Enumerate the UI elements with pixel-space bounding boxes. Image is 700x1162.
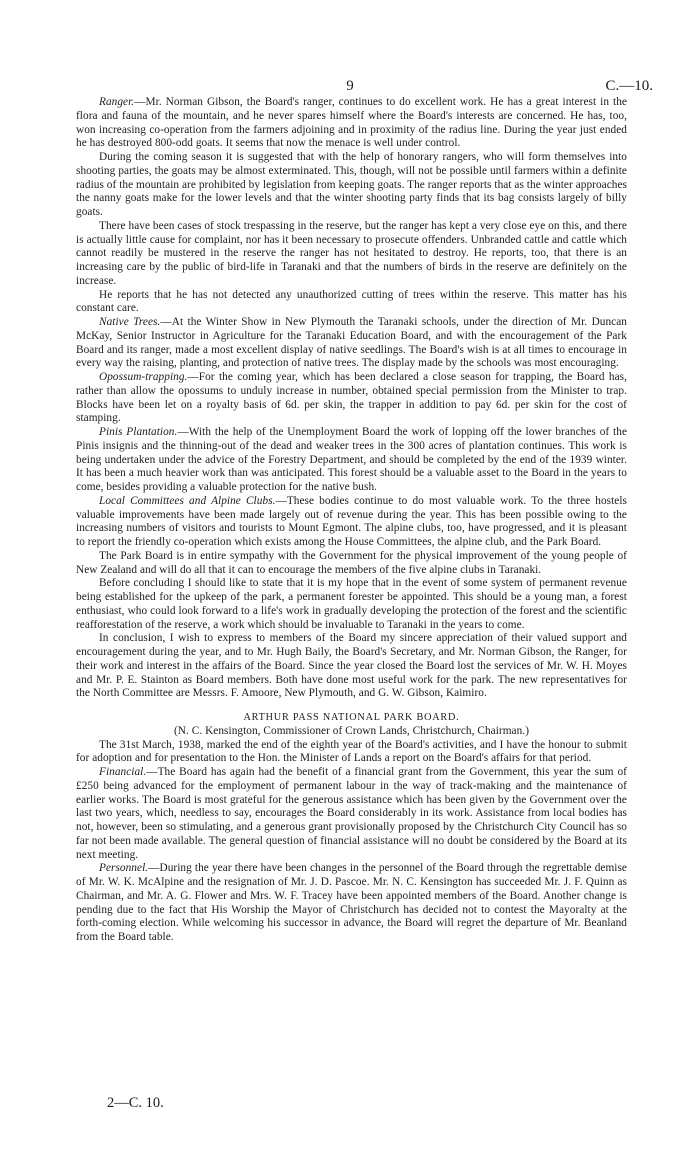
paragraph-text: —At the Winter Show in New Plymouth the Taranaki schools, under the direction of Mr. Duncan McKay, Senior Instructor in Agriculture for the Taranaki Education Board, and with the encouragement of the Park Board and its ranger, made a most excellent display of native seedlings. The Board's wish is at all times to encourage in every way the raising, planting, and protection of native trees. The display made by the schools was most encouraging.	[76, 316, 627, 370]
paragraph-text: —Mr. Norman Gibson, the Board's ranger, continues to do excellent work. He has a great interest in the flora and fauna of the mountain, and he never spares himself where the Board's interests are concerned. He has, too, won increasing co-operation from the farmers adjoining and in proximity of the radius line. During the year just ended he has destroyed 800-odd goats. It seems that now the menace is well under control.	[76, 96, 627, 150]
paragraph	[76, 495, 627, 550]
section-title: ARTHUR PASS NATIONAL PARK BOARD.	[243, 712, 460, 723]
paragraph	[76, 289, 627, 317]
paragraph	[76, 426, 627, 495]
paragraph-text: During the coming season it is suggested that with the help of honorary rangers, who will form themselves into shooting parties, the goats may be almost exterminated. This, though, will not be possible until farmers within a definite radius of the mountain are prohibited by legislation from keeping goats. The ranger reports that as the winter approaches the nanny goats make for the lower levels and that the winter shooting party finds that its bag consists largely of billy goats.	[76, 151, 627, 218]
paragraph-text: —During the year there have been changes in the personnel of the Board through the regrettable demise of Mr. W. K. McAlpine and the resignation of Mr. J. D. Pascoe. Mr. N. C. Kensington has succeeded Mr. J. F. Quinn as Chairman, and Mr. A. G. Flower and Mrs. W. F. Tracey have been appointed members of the Board. Another change is pending due to the fact that His Worship the Mayor of Christchurch has decided not to contest the Mayoralty at the forth-coming election. While welcoming his successor in advance, the Board will regret the departure of Mr. Beanland from the Board table.	[76, 862, 627, 943]
paragraph	[76, 766, 627, 862]
paragraph-text: —These bodies continue to do most valuable work. To the three hostels valuable improvements have been made largely out of revenue during the year. This has been possible owing to the increasing numbers of visitors and tourists to Mount Egmont. The alpine clubs, too, have progressed, and it is pleasant to report the friendly co-operation which exists among the House Committees, the alpine club, and the Park Board.	[76, 494, 627, 548]
section-subtitle: (N. C. Kensington, Commissioner of Crown Lands, Christchurch, Chairman.)	[173, 724, 530, 737]
paragraph	[76, 739, 627, 767]
paragraph-text: In conclusion, I wish to express to members of the Board my sincere appreciation of their valued support and encouragement during the year, and to Mr. Hugh Baily, the Board's Secretary, and Mr. Norman Gibson, the Ranger, for their work and interest in the affairs of the Board. Since the year closed the Board lost the services of Mr. W. H. Moyes and Mr. P. E. Stainton as Board members. Both have done most useful work for the park. The new representatives for the North Committee are Messrs. F. Amoore, New Plymouth, and G. W. Gibson, Kaimiro.	[76, 632, 627, 700]
paragraph	[76, 151, 627, 220]
paragraph-lead: Personnel.	[99, 862, 149, 875]
paragraph-lead: Pinis Plantation.	[99, 426, 178, 438]
paragraph-text: The Park Board is in entire sympathy with the Government for the physical improvement of the young people of New Zealand and will do all that it can to encourage the members of the five alpine clubs in Taranaki.	[76, 549, 627, 576]
paragraph-lead: Opossum-trapping.	[99, 371, 188, 383]
signature-mark: 2—C. 10.	[107, 1095, 164, 1111]
paragraph-text: Before concluding I should like to state that it is my hope that in the event of some system of permanent revenue being established for the upkeep of the park, a permanent forester be appointed. This should be a young man, a forest enthusiast, who could look forward to a life's work in gradually developing the protection of the forest and the scientific reafforestation of the reserve, a work which should be invaluable to Taranaki in the years to come.	[76, 577, 627, 631]
paragraph-lead: Local Committees and Alpine Clubs.	[99, 494, 276, 507]
paragraph	[76, 632, 627, 701]
paragraph	[76, 862, 627, 945]
paragraph	[76, 220, 627, 289]
paragraph-text: The 31st March, 1938, marked the end of the eighth year of the Board's activities, and I have the honour to submit for adoption and for presentation to the Hon. the Minister of Lands a report on the Board's affairs for that period.	[76, 738, 627, 765]
paragraph-text: —For the coming year, which has been declared a close season for trapping, the Board has, rather than allow the opossums to unduly increase in number, obtained special permission from the Minister to trap. Blocks have been let on a royalty basis of 6d. per skin, the trapper in addition to pay 6d. per skin for the cost of stamping.	[76, 371, 627, 425]
paragraph-text: —The Board has again had the benefit of a financial grant from the Government, this year the sum of £250 being advanced for the employment of permanent labour in the way of track-making and the maintenance of earlier works. The Board is most grateful for the generous assistance which has been given by the Government over the last two years, which, needless to say, encourages the Board considerably in its work. Assistance from local bodies has not, however, been so stimulating, and a generous grant provisionally proposed by the Christchurch City Council has so far not been made available. The general question of financial assistance will no doubt be considered by the Board at its next meeting.	[76, 766, 627, 861]
page-body	[76, 96, 627, 945]
paragraph-text: He reports that he has not detected any unauthorized cutting of trees within the reserve. This matter has his constant care.	[76, 288, 627, 315]
paragraph-text: —With the help of the Unemployment Board the work of lopping off the lower branches of the Pinis insignis and the thinning-out of the dead and weaker trees in the 300 acres of plantation continues. This work is being undertaken under the advice of the Forestry Department, and should be completed by the end of the 1939 winter. It has been a much heavier work than was anticipated. This forest should be a valuable asset to the Board in the years to come, besides providing a valuable protection for the native bush.	[76, 426, 628, 493]
paragraph	[76, 371, 627, 426]
page-number: 9	[346, 78, 354, 94]
paragraph-lead: Native Trees.	[99, 316, 161, 328]
document-reference: C.—10.	[605, 78, 653, 94]
paragraph	[76, 96, 627, 151]
paragraph	[76, 316, 627, 371]
paragraph-lead: Ranger.	[99, 96, 135, 108]
paragraph	[76, 577, 627, 632]
paragraph-text: There have been cases of stock trespassing in the reserve, but the ranger has kept a very close eye on this, and there is actually little cause for complaint, nor has it been necessary to prosecute offenders. Unbranded cattle and cattle which cannot readily be mustered in the reserve the ranger has not hesitated to destroy. He reports, too, that there is an increasing care by the public of bird-life in Taranaki and that the numbers of birds in the reserve are definitely on the increase.	[76, 219, 627, 287]
paragraph-lead: Financial.	[99, 766, 147, 778]
paragraph	[76, 550, 627, 578]
